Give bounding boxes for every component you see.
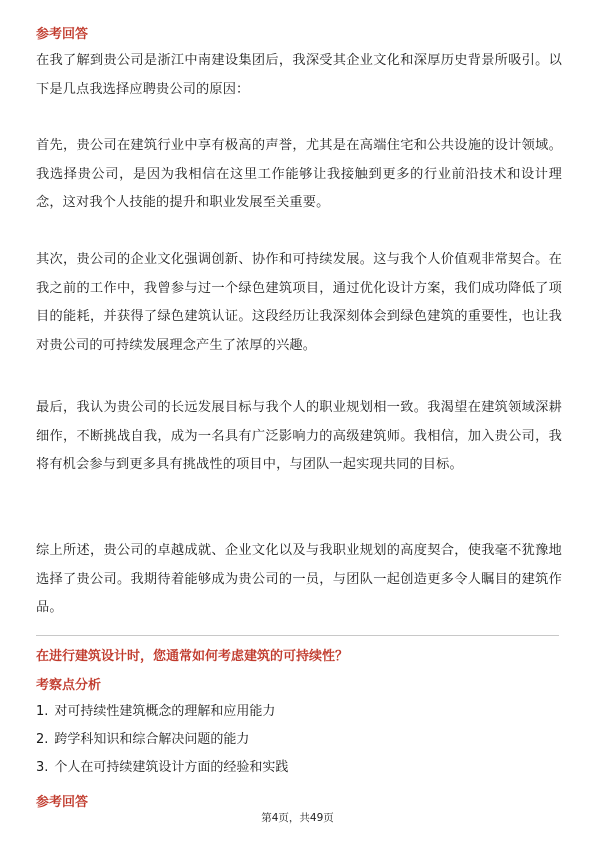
list-text: 跨学科知识和综合解决问题的能力 [54, 732, 250, 747]
section-divider [36, 635, 559, 636]
list-text: 对可持续性建筑概念的理解和应用能力 [54, 704, 276, 719]
interview-question: 在进行建筑设计时，您通常如何考虑建筑的可持续性？ [36, 649, 349, 664]
list-number: 2. [36, 732, 49, 747]
list-text: 个人在可持续建筑设计方面的经验和实践 [54, 760, 289, 775]
answer-paragraph-first: 首先，贵公司在建筑行业中享有极高的声誉，尤其是在高端住宅和公共设施的设计领域。我选择贵公司，是因为我相信在这里工作能够让我接触到更多的行业前沿技术和设计理念，这对我个人技能的提升和职业发展至关重要。 [36, 138, 562, 210]
reference-answer-heading-2: 参考回答 [36, 795, 89, 810]
analysis-heading: 考察点分析 [36, 678, 102, 693]
answer-paragraph-last: 最后，我认为贵公司的长远发展目标与我个人的职业规划相一致。我渴望在建筑领域深耕细作，不断挑战自我，成为一名具有广泛影响力的高级建筑师。我相信，加入贵公司，我将有机会参与到更多具有挑战性的项目中，与团队一起实现共同的目标。 [36, 400, 562, 472]
analysis-list-item [36, 759, 288, 777]
answer-paragraph-intro: 在我了解到贵公司是浙江中南建设集团后，我深受其企业文化和深厚历史背景所吸引。以下是几点我选择应聘贵公司的原因： [36, 53, 562, 97]
answer-paragraph-second: 其次，贵公司的企业文化强调创新、协作和可持续发展。这与我个人价值观非常契合。在我之前的工作中，我曾参与过一个绿色建筑项目，通过优化设计方案，我们成功降低了项目的能耗，并获得了绿色建筑认证。这段经历让我深刻体会到绿色建筑的重要性，也让我对贵公司的可持续发展理念产生了浓厚的兴趣。 [36, 252, 562, 353]
list-number: 1. [36, 704, 49, 719]
list-number: 3. [36, 760, 49, 775]
page-number: 第4页，共49页 [261, 812, 334, 824]
answer-paragraph-summary: 综上所述，贵公司的卓越成就、企业文化以及与我职业规划的高度契合，使我毫不犹豫地选择了贵公司。我期待着能够成为贵公司的一员，与团队一起创造更多令人瞩目的建筑作品。 [36, 543, 562, 615]
analysis-list-item [36, 731, 249, 749]
analysis-list-item [36, 703, 275, 721]
reference-answer-heading: 参考回答 [36, 27, 89, 42]
